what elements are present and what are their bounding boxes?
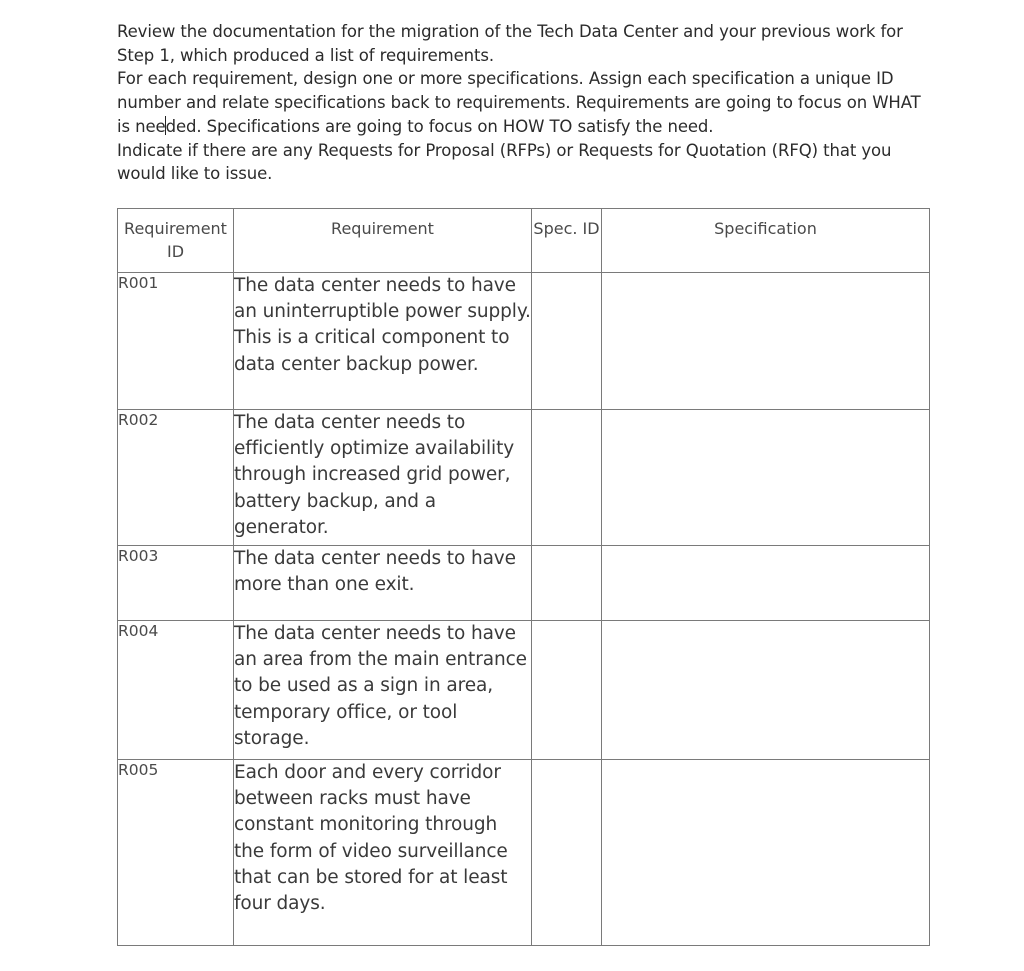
spec-id-cell[interactable] <box>532 410 602 546</box>
instruction-paragraph-2 <box>117 67 927 138</box>
requirement-text-cell: The data center needs to have an area from the main entrance to be used as a sign in area, temporary office, or tool storage. <box>234 621 532 760</box>
table-header-row <box>118 209 930 273</box>
table-row <box>118 760 930 946</box>
spec-id-cell[interactable] <box>532 273 602 410</box>
specification-cell[interactable] <box>602 546 930 621</box>
specification-cell[interactable] <box>602 273 930 410</box>
instructions <box>117 20 927 186</box>
specification-cell[interactable] <box>602 760 930 946</box>
specification-cell[interactable] <box>602 621 930 760</box>
table-row <box>118 546 930 621</box>
requirement-id-cell: R004 <box>118 621 234 760</box>
header-spec-id: Spec. ID <box>532 209 602 273</box>
instruction-paragraph-2-end: ded. Specifications are going to focus on HOW TO satisfy the need. <box>165 116 714 136</box>
table-row <box>118 621 930 760</box>
requirements-table <box>117 208 930 946</box>
requirement-id-cell: R002 <box>118 410 234 546</box>
requirement-text-cell: The data center needs to efficiently optimize availability through increased grid power, battery backup, and a generator. <box>234 410 532 546</box>
spec-id-cell[interactable] <box>532 621 602 760</box>
header-requirement: Requirement <box>234 209 532 273</box>
requirement-text-cell: Each door and every corridor between racks must have constant monitoring through the form of video surveillance that can be stored for at least four days. <box>234 760 532 946</box>
table-row <box>118 273 930 410</box>
specification-cell[interactable] <box>602 410 930 546</box>
header-specification: Specification <box>602 209 930 273</box>
header-requirement-id: Requirement ID <box>118 209 234 273</box>
table-row <box>118 410 930 546</box>
requirement-id-cell: R001 <box>118 273 234 410</box>
spec-id-cell[interactable] <box>532 760 602 946</box>
instruction-paragraph-3: Indicate if there are any Requests for Proposal (RFPs) or Requests for Quotation (RFQ) that you would like to issue. <box>117 140 892 184</box>
requirement-id-cell: R003 <box>118 546 234 621</box>
requirement-text-cell: The data center needs to have more than one exit. <box>234 546 532 621</box>
instruction-paragraph-1: Review the documentation for the migration of the Tech Data Center and your previous work for Step 1, which produced a list of requirements. <box>117 22 903 65</box>
requirement-id-cell: R005 <box>118 760 234 946</box>
instruction-paragraph-2-start: For each requirement, design one or more specifications. Assign each specification a unique ID number and relate specifications back to requirements. Requirements are going to focus on WHAT is nee <box>117 69 921 136</box>
requirement-text-cell: The data center needs to have an uninterruptible power supply. This is a critical component to data center backup power. <box>234 273 532 410</box>
spec-id-cell[interactable] <box>532 546 602 621</box>
